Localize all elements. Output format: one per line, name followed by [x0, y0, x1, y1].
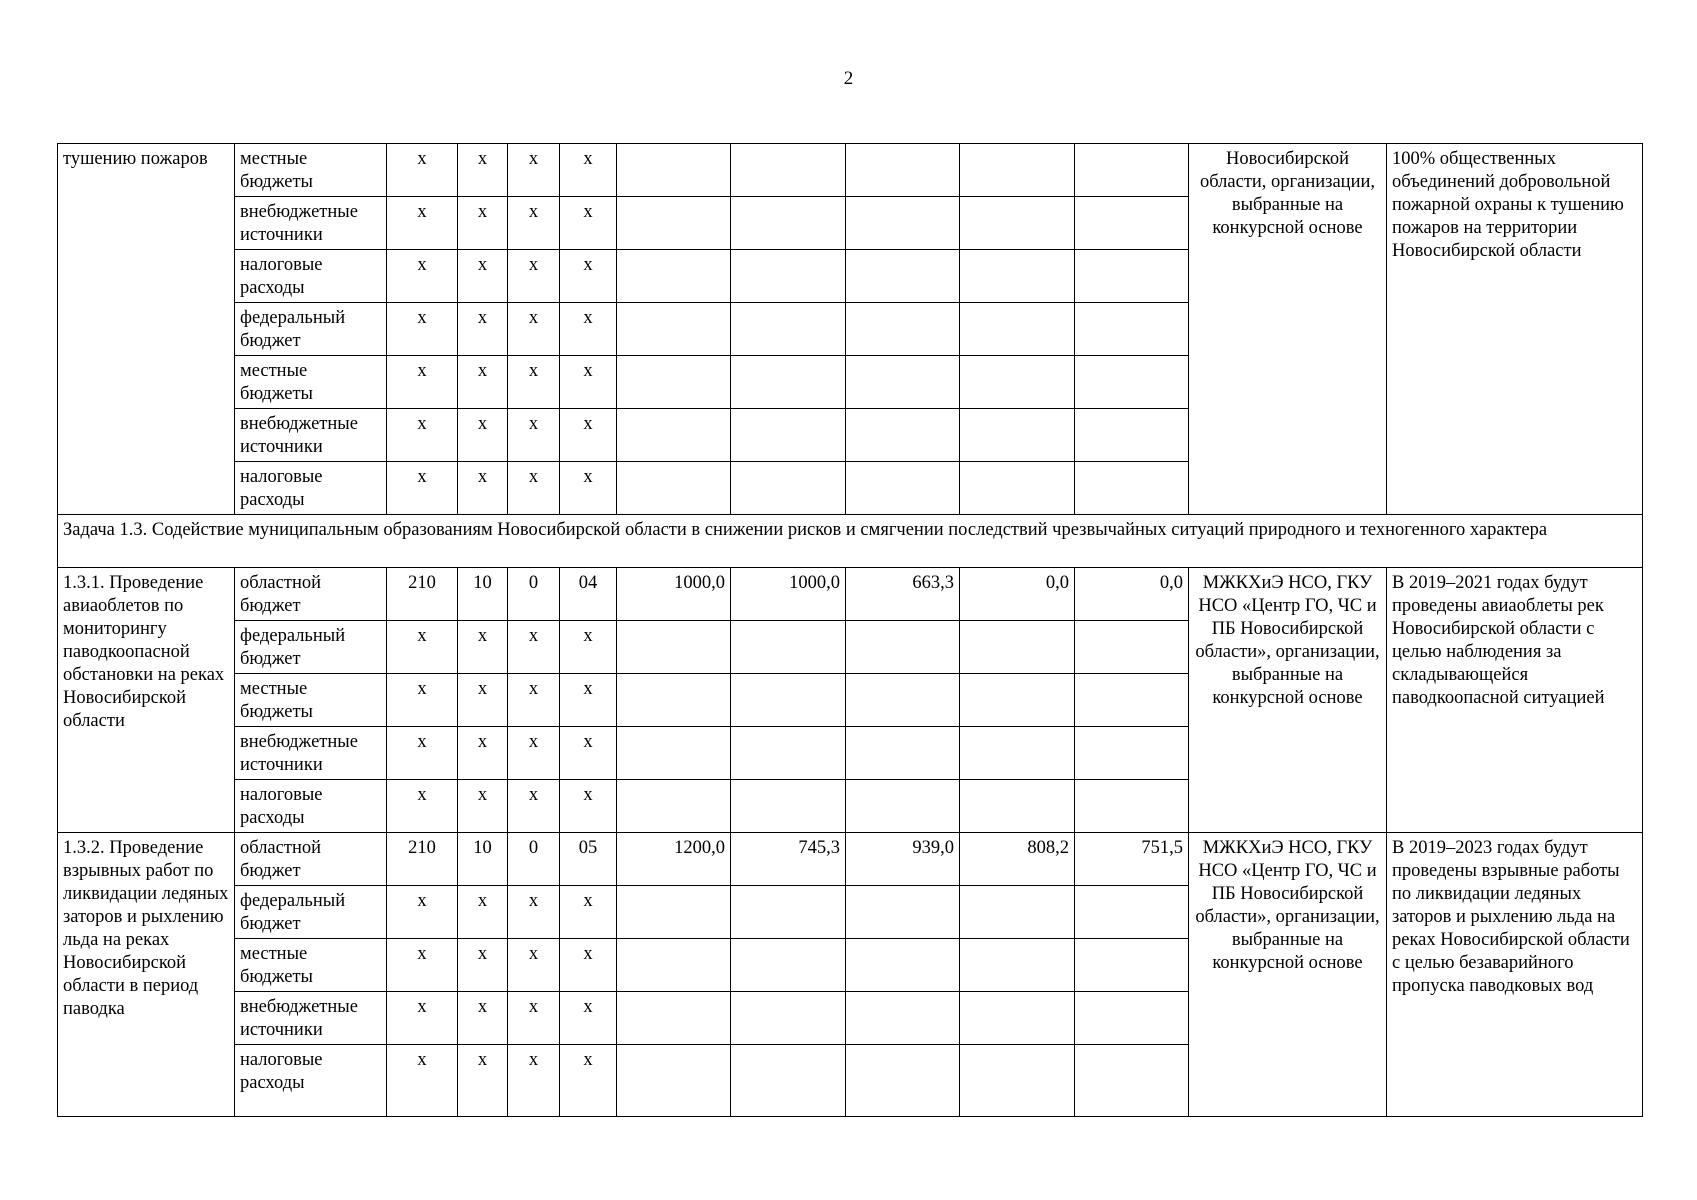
funding-source: федеральный бюджет [235, 886, 387, 939]
code-cell: x [387, 727, 458, 780]
code-cell: x [560, 939, 617, 992]
funding-source: местные бюджеты [235, 939, 387, 992]
code-cell: x [458, 1045, 508, 1117]
code-cell: 210 [387, 568, 458, 621]
amount-cell [731, 886, 846, 939]
amount-cell [731, 144, 846, 197]
page-number: 2 [843, 68, 854, 89]
amount-cell [617, 250, 731, 303]
code-cell: 05 [560, 833, 617, 886]
amount-cell [617, 197, 731, 250]
code-cell: x [458, 144, 508, 197]
amount-cell [617, 621, 731, 674]
program-table [57, 143, 1643, 1117]
amount-cell [846, 886, 960, 939]
code-cell: 10 [458, 833, 508, 886]
amount-cell: 1200,0 [617, 833, 731, 886]
amount-cell [960, 409, 1075, 462]
amount-cell: 939,0 [846, 833, 960, 886]
funding-source: местные бюджеты [235, 674, 387, 727]
amount-cell [1075, 674, 1189, 727]
amount-cell [846, 780, 960, 833]
amount-cell [960, 674, 1075, 727]
code-cell: x [560, 992, 617, 1045]
amount-cell [846, 409, 960, 462]
code-cell: x [508, 356, 560, 409]
code-cell: x [458, 727, 508, 780]
code-cell: x [387, 886, 458, 939]
amount-cell: 0,0 [960, 568, 1075, 621]
amount-cell [1075, 250, 1189, 303]
amount-cell [617, 462, 731, 515]
code-cell: x [508, 780, 560, 833]
amount-cell [731, 727, 846, 780]
code-cell: x [560, 1045, 617, 1117]
amount-cell [960, 992, 1075, 1045]
amount-cell [960, 144, 1075, 197]
funding-source: налоговые расходы [235, 250, 387, 303]
code-cell: x [508, 250, 560, 303]
amount-cell [960, 303, 1075, 356]
amount-cell [617, 144, 731, 197]
code-cell: x [387, 780, 458, 833]
amount-cell [846, 462, 960, 515]
amount-cell [1075, 727, 1189, 780]
amount-cell [846, 939, 960, 992]
code-cell: x [387, 144, 458, 197]
code-cell: x [508, 621, 560, 674]
amount-cell: 1000,0 [617, 568, 731, 621]
code-cell: x [560, 780, 617, 833]
amount-cell [846, 250, 960, 303]
code-cell: x [560, 197, 617, 250]
code-cell: x [560, 250, 617, 303]
amount-cell [617, 409, 731, 462]
amount-cell: 808,2 [960, 833, 1075, 886]
code-cell: x [508, 462, 560, 515]
amount-cell [846, 197, 960, 250]
code-cell: x [560, 356, 617, 409]
funding-source: налоговые расходы [235, 462, 387, 515]
block-0 [58, 144, 1643, 515]
code-cell: x [458, 780, 508, 833]
amount-cell [960, 621, 1075, 674]
code-cell: x [560, 409, 617, 462]
expected-result: В 2019–2023 годах будут проведены взрывные работы по ликвидации ледяных заторов и рыхлению льда на реках Новосибирской области с целью безаварийного пропуска паводковых вод [1387, 833, 1643, 1117]
code-cell: x [560, 886, 617, 939]
code-cell: x [387, 250, 458, 303]
amount-cell [1075, 197, 1189, 250]
code-cell: 210 [387, 833, 458, 886]
code-cell: x [458, 674, 508, 727]
measure-name: 1.3.1. Проведение авиаоблетов по мониторингу паводкоопасной обстановки на реках Новосибирской области [58, 568, 235, 833]
amount-cell [846, 992, 960, 1045]
amount-cell [960, 886, 1075, 939]
code-cell: x [508, 992, 560, 1045]
amount-cell [617, 939, 731, 992]
amount-cell [731, 356, 846, 409]
code-cell: x [458, 197, 508, 250]
code-cell: x [458, 303, 508, 356]
table-row [58, 144, 1643, 197]
amount-cell [960, 780, 1075, 833]
code-cell: x [508, 886, 560, 939]
code-cell: x [458, 621, 508, 674]
amount-cell [846, 356, 960, 409]
code-cell: x [387, 197, 458, 250]
code-cell: x [560, 674, 617, 727]
funding-source: внебюджетные источники [235, 727, 387, 780]
code-cell: x [387, 621, 458, 674]
funding-source: областной бюджет [235, 568, 387, 621]
amount-cell [731, 621, 846, 674]
amount-cell [617, 992, 731, 1045]
expected-result: 100% общественных объединений добровольной пожарной охраны к тушению пожаров на территории Новосибирской области [1387, 144, 1643, 515]
code-cell: x [458, 886, 508, 939]
funding-source: внебюджетные источники [235, 409, 387, 462]
code-cell: x [508, 409, 560, 462]
amount-cell [731, 939, 846, 992]
amount-cell [617, 886, 731, 939]
amount-cell [846, 727, 960, 780]
table-row [58, 568, 1643, 621]
responsible-organization: МЖКХиЭ НСО, ГКУ НСО «Центр ГО, ЧС и ПБ Новосибирской области», организации, выбранные на конкурсной основе [1189, 568, 1387, 833]
code-cell: x [560, 621, 617, 674]
code-cell: x [387, 409, 458, 462]
amount-cell [731, 303, 846, 356]
code-cell: x [387, 992, 458, 1045]
measure-name: 1.3.2. Проведение взрывных работ по ликвидации ледяных заторов и рыхлению льда на реках Новосибирской области в период паводка [58, 833, 235, 1117]
code-cell: x [458, 462, 508, 515]
amount-cell [731, 992, 846, 1045]
code-cell: x [458, 250, 508, 303]
funding-source: федеральный бюджет [235, 621, 387, 674]
code-cell: x [458, 939, 508, 992]
amount-cell [617, 780, 731, 833]
responsible-organization: Новосибирской области, организации, выбранные на конкурсной основе [1189, 144, 1387, 515]
block-1 [58, 568, 1643, 833]
code-cell: x [508, 144, 560, 197]
code-cell: x [458, 356, 508, 409]
amount-cell [960, 250, 1075, 303]
amount-cell [1075, 621, 1189, 674]
code-cell: x [387, 674, 458, 727]
amount-cell [617, 356, 731, 409]
amount-cell [1075, 462, 1189, 515]
amount-cell [617, 1045, 731, 1117]
amount-cell [846, 144, 960, 197]
code-cell: 0 [508, 568, 560, 621]
amount-cell [617, 727, 731, 780]
funding-source: налоговые расходы [235, 1045, 387, 1117]
amount-cell [1075, 303, 1189, 356]
amount-cell [960, 939, 1075, 992]
amount-cell [1075, 992, 1189, 1045]
amount-cell [731, 462, 846, 515]
amount-cell [731, 674, 846, 727]
amount-cell [731, 409, 846, 462]
code-cell: x [560, 303, 617, 356]
amount-cell [960, 197, 1075, 250]
amount-cell [617, 674, 731, 727]
amount-cell [846, 303, 960, 356]
code-cell: 04 [560, 568, 617, 621]
amount-cell [731, 197, 846, 250]
expected-result: В 2019–2021 годах будут проведены авиаоблеты рек Новосибирской области с целью наблюдения за складывающейся паводкоопасной ситуацией [1387, 568, 1643, 833]
amount-cell [1075, 939, 1189, 992]
code-cell: 0 [508, 833, 560, 886]
amount-cell: 1000,0 [731, 568, 846, 621]
amount-cell [960, 727, 1075, 780]
amount-cell [731, 780, 846, 833]
code-cell: x [560, 462, 617, 515]
code-cell: x [387, 1045, 458, 1117]
code-cell: 10 [458, 568, 508, 621]
code-cell: x [458, 992, 508, 1045]
amount-cell [1075, 409, 1189, 462]
code-cell: x [560, 727, 617, 780]
amount-cell [1075, 780, 1189, 833]
funding-source: внебюджетные источники [235, 992, 387, 1045]
amount-cell [846, 674, 960, 727]
amount-cell: 0,0 [1075, 568, 1189, 621]
funding-source: внебюджетные источники [235, 197, 387, 250]
amount-cell [617, 303, 731, 356]
funding-source: налоговые расходы [235, 780, 387, 833]
amount-cell [960, 462, 1075, 515]
code-cell: x [508, 727, 560, 780]
amount-cell [1075, 144, 1189, 197]
code-cell: x [387, 356, 458, 409]
amount-cell [731, 1045, 846, 1117]
measure-name: тушению пожаров [58, 144, 235, 515]
code-cell: x [508, 197, 560, 250]
task-row [58, 515, 1643, 568]
amount-cell [960, 1045, 1075, 1117]
responsible-organization: МЖКХиЭ НСО, ГКУ НСО «Центр ГО, ЧС и ПБ Новосибирской области», организации, выбранные на конкурсной основе [1189, 833, 1387, 1117]
code-cell: x [387, 462, 458, 515]
table-row [58, 833, 1643, 886]
amount-cell [846, 1045, 960, 1117]
funding-source: местные бюджеты [235, 356, 387, 409]
code-cell: x [387, 939, 458, 992]
code-cell: x [387, 303, 458, 356]
amount-cell: 751,5 [1075, 833, 1189, 886]
code-cell: x [560, 144, 617, 197]
amount-cell [731, 250, 846, 303]
amount-cell [1075, 356, 1189, 409]
amount-cell [1075, 1045, 1189, 1117]
amount-cell: 663,3 [846, 568, 960, 621]
code-cell: x [508, 303, 560, 356]
code-cell: x [508, 1045, 560, 1117]
block-2 [58, 833, 1643, 1117]
task-heading: Задача 1.3. Содействие муниципальным образованиям Новосибирской области в снижении рисков и смягчении последствий чрезвычайных ситуаций природного и техногенного характера [58, 515, 1643, 568]
code-cell: x [508, 674, 560, 727]
amount-cell: 745,3 [731, 833, 846, 886]
amount-cell [1075, 886, 1189, 939]
funding-source: федеральный бюджет [235, 303, 387, 356]
funding-source: областной бюджет [235, 833, 387, 886]
funding-source: местные бюджеты [235, 144, 387, 197]
amount-cell [960, 356, 1075, 409]
code-cell: x [508, 939, 560, 992]
task-section [58, 515, 1643, 568]
code-cell: x [458, 409, 508, 462]
amount-cell [846, 621, 960, 674]
